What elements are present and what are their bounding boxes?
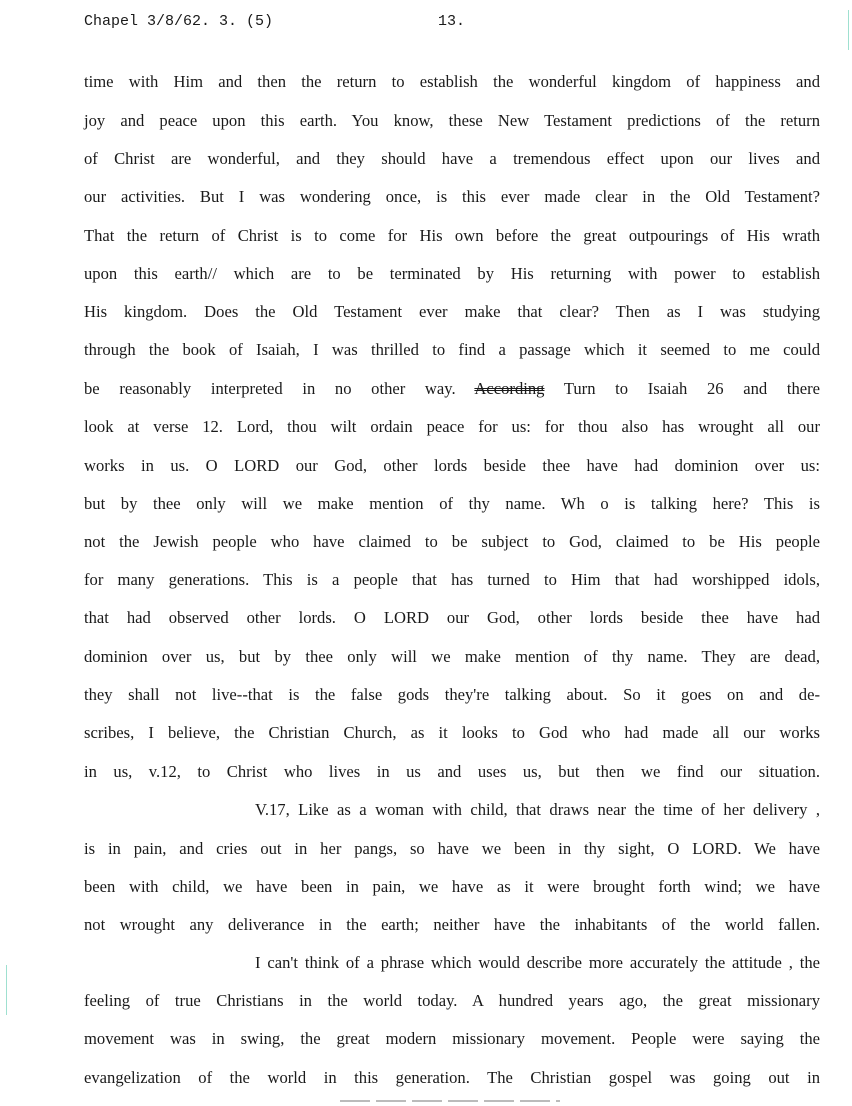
text-fragment: be reasonably interpreted in no other way. (84, 379, 456, 398)
text-line: not the Jewish people who have claimed to be subject to God, claimed to be His people (84, 532, 820, 551)
text-line: His kingdom. Does the Old Testament ever make that clear? Then as I was studying (84, 302, 820, 321)
margin-mark (848, 10, 849, 50)
text-line: been with child, we have been in pain, we have as it were brought forth wind; we have (84, 877, 820, 896)
text-line: time with Him and then the return to establish the wonderful kingdom of happiness and (84, 72, 820, 91)
text-line: look at verse 12. Lord, thou wilt ordain peace for us: for thou also has wrought all our (84, 417, 820, 436)
text-line: joy and peace upon this earth. You know, these New Testament predictions of the return (84, 111, 820, 130)
running-header: Chapel 3/8/62. 3. (5) (84, 13, 274, 30)
text-line: of Christ are wonderful, and they should have a tremendous effect upon our lives and (84, 149, 820, 168)
text-fragment: Turn to Isaiah 26 and there (563, 379, 821, 398)
text-line: through the book of Isaiah, I was thrilled to find a passage which it seemed to me could (84, 340, 820, 359)
text-line: upon this earth// which are to be terminated by His returning with power to establish (84, 264, 820, 283)
text-line: movement was in swing, the great modern missionary movement. People were saying the (84, 1029, 820, 1048)
text-line: in us, v.12, to Christ who lives in us and uses us, but then we find our situation. (84, 762, 820, 781)
text-line: scribes, I believe, the Christian Church, as it looks to God who had made all our works (84, 723, 820, 742)
text-line: that had observed other lords. O LORD our God, other lords beside thee have had (84, 608, 820, 627)
scan-artifact (340, 1100, 560, 1102)
text-line: they shall not live--that is the false gods they're talking about. So it goes on and de- (84, 685, 820, 704)
text-line: dominion over us, but by thee only will we make mention of thy name. They are dead, (84, 647, 820, 666)
text-line: our activities. But I was wondering once, is this ever made clear in the Old Testament? (84, 187, 820, 206)
text-line: That the return of Christ is to come for His own before the great outpourings of His wrath (84, 226, 820, 245)
text-line (84, 379, 820, 399)
text-line: works in us. O LORD our God, other lords beside thee have had dominion over us: (84, 456, 820, 475)
text-line: not wrought any deliverance in the earth; neither have the inhabitants of the world fallen. (84, 915, 820, 934)
margin-mark (6, 965, 7, 1015)
text-line: V.17, Like as a woman with child, that draws near the time of her delivery , (255, 800, 820, 819)
text-line: but by thee only will we make mention of thy name. Wh o is talking here? This is (84, 494, 820, 513)
struck-word: According (474, 379, 545, 398)
text-line: I can't think of a phrase which would describe more accurately the attitude , the (255, 953, 820, 972)
page-number: 13. (438, 13, 466, 30)
text-line: evangelization of the world in this generation. The Christian gospel was going out in (84, 1068, 820, 1087)
text-line: for many generations. This is a people that has turned to Him that had worshipped idols, (84, 570, 820, 589)
text-line: is in pain, and cries out in her pangs, so have we been in thy sight, O LORD. We have (84, 839, 820, 858)
text-line: feeling of true Christians in the world today. A hundred years ago, the great missionary (84, 991, 820, 1010)
